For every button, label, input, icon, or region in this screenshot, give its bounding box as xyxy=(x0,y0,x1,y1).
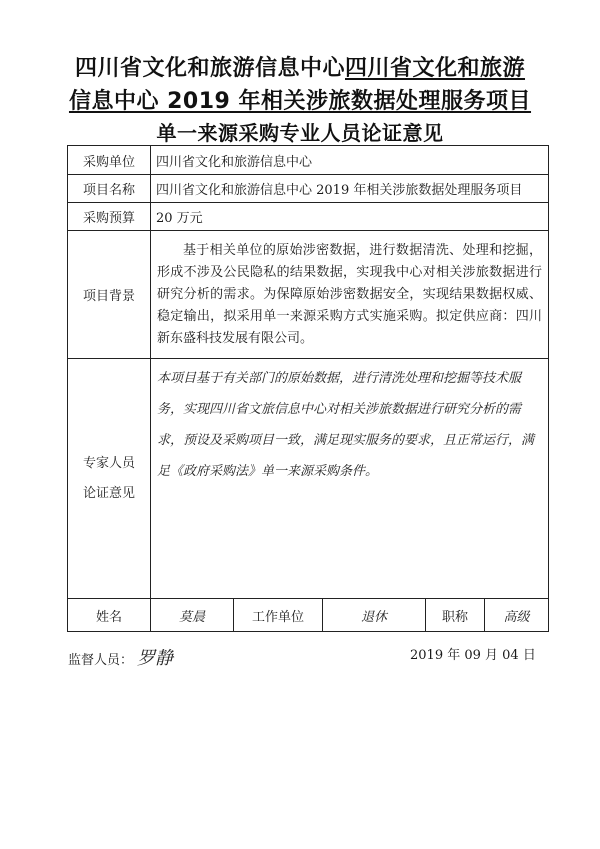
name-label: 姓名 xyxy=(68,599,151,632)
project-label: 项目名称 xyxy=(68,175,151,203)
title-part-underlined: 四川省文化和旅游 xyxy=(345,56,526,81)
supervisor-signature: 罗静 xyxy=(137,648,174,669)
unit-value: 退休 xyxy=(323,599,426,632)
purchaser-value: 四川省文化和旅游信息中心 xyxy=(151,146,549,175)
document-subtitle: 单一来源采购专业人员论证意见 xyxy=(156,121,444,145)
supervisor-label: 监督人员： xyxy=(68,653,134,668)
document-title-line2: 信息中心 2019 年相关涉旅数据处理服务项目 xyxy=(68,89,532,114)
row-project xyxy=(68,175,549,203)
title-label: 职称 xyxy=(426,599,485,632)
budget-value: 20 万元 xyxy=(151,203,549,231)
purchaser-label: 采购单位 xyxy=(68,146,151,175)
supervisor-line xyxy=(68,644,173,670)
row-background xyxy=(68,231,549,359)
background-label: 项目背景 xyxy=(68,231,151,359)
opinion-label-line2: 论证意见 xyxy=(82,485,135,501)
document-title-line1 xyxy=(0,51,600,82)
row-expert-opinion xyxy=(68,359,549,599)
argument-form-table xyxy=(67,145,549,632)
title-value: 高级 xyxy=(485,599,549,632)
name-signature: 莫晨 xyxy=(151,599,234,632)
document-date: 2019 年 09 月 04 日 xyxy=(410,648,536,663)
row-budget xyxy=(68,203,549,231)
project-value: 四川省文化和旅游信息中心 2019 年相关涉旅数据处理服务项目 xyxy=(151,175,549,203)
unit-label: 工作单位 xyxy=(234,599,323,632)
background-value: 基于相关单位的原始涉密数据，进行数据清洗、处理和挖掘，形成不涉及公民隐私的结果数据，实现我中心对相关涉旅数据进行研究分析的需求。为保障原始涉密数据安全，实现结果数据权威、稳定输出，拟采用单一来源采购方式实施采购。拟定供应商：四川新东盛科技发展有限公司。 xyxy=(151,231,549,359)
opinion-handwritten-text: 本项目基于有关部门的原始数据，进行清洗处理和挖掘等技术服务，实现四川省文旅信息中心对相关涉旅数据进行研究分析的需求，预设及采购项目一致，满足现实服务的要求，且正常运行，满足《政府采购法》单一来源采购条件。 xyxy=(151,359,549,599)
row-purchaser xyxy=(68,146,549,175)
opinion-label xyxy=(68,359,151,599)
budget-label: 采购预算 xyxy=(68,203,151,231)
row-signatures xyxy=(68,599,549,632)
opinion-label-line1: 专家人员 xyxy=(82,455,135,471)
title-part-plain: 四川省文化和旅游信息中心 xyxy=(74,56,345,81)
